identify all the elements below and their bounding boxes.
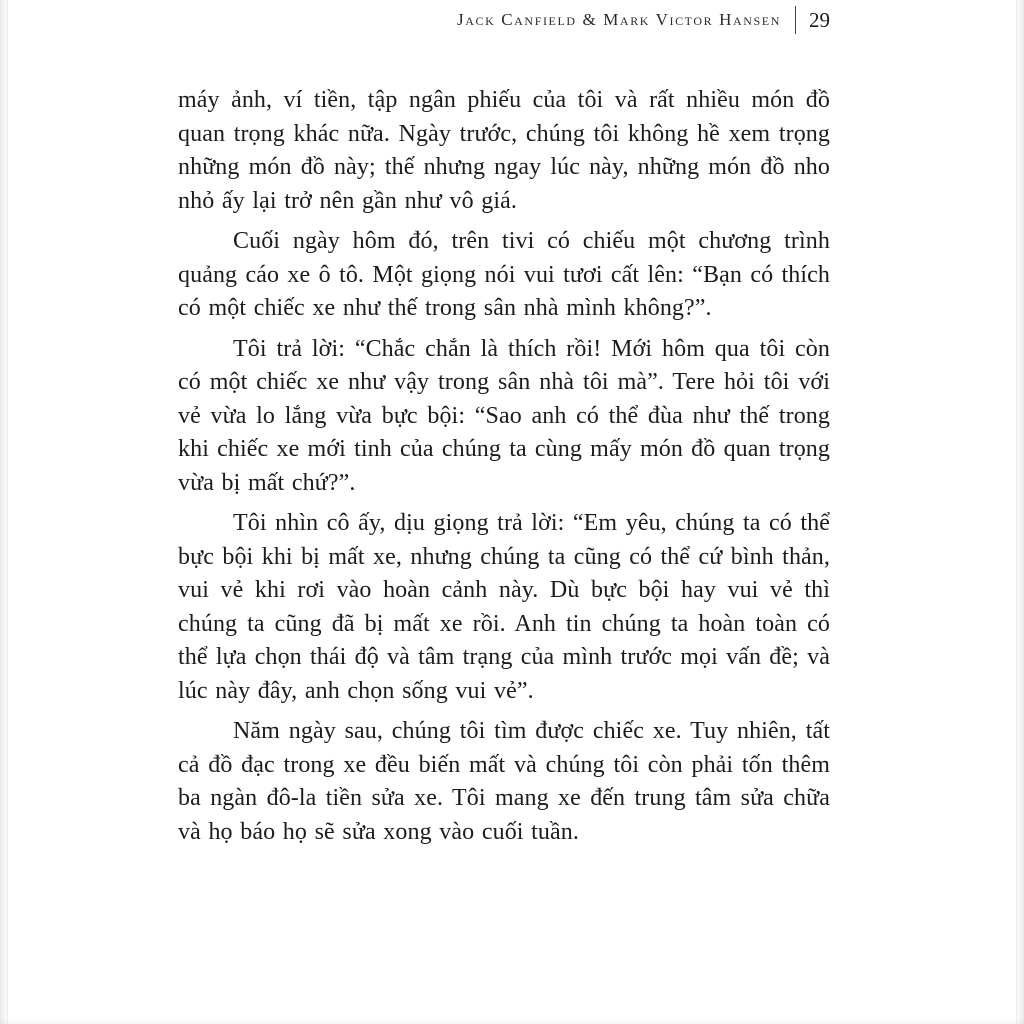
page-body [178,84,830,856]
paragraph: máy ảnh, ví tiền, tập ngân phiếu của tôi và rất nhiều món đồ quan trọng khác nữa. Ngày trước, chúng tôi không hề xem trọng những món đồ này; thế nhưng ngay lúc này, những món đồ nho nhỏ ấy lại trở nên gần như vô giá. [178,87,830,214]
header-divider [795,6,796,34]
page-header [457,6,830,34]
paragraph: Cuối ngày hôm đó, trên tivi có chiếu một chương trình quảng cáo xe ô tô. Một giọng nói vui tươi cất lên: “Bạn có thích có một chiếc xe như thế trong sân nhà mình không?”. [178,228,830,321]
page-number: 29 [809,7,830,32]
paragraph: Tôi trả lời: “Chắc chắn là thích rồi! Mới hôm qua tôi còn có một chiếc xe như vậy trong sân nhà tôi mà”. Tere hỏi tôi với vẻ vừa lo lắng vừa bực bội: “Sao anh có thể đùa như thế trong khi chiếc xe mới tinh của chúng ta cùng mấy món đồ quan trọng vừa bị mất chứ?”. [178,335,830,496]
paragraph: Năm ngày sau, chúng tôi tìm được chiếc xe. Tuy nhiên, tất cả đồ đạc trong xe đều biến mất và chúng tôi còn phải tốn thêm ba ngàn đô-la tiền sửa xe. Tôi mang xe đến trung tâm sửa chữa và họ báo họ sẽ sửa xong vào cuối tuần. [178,718,830,845]
paragraph: Tôi nhìn cô ấy, dịu giọng trả lời: “Em yêu, chúng ta có thể bực bội khi bị mất xe, nhưng chúng ta cũng có thể cứ bình thản, vui vẻ khi rơi vào hoàn cảnh này. Dù bực bội hay vui vẻ thì chúng ta cũng đã bị mất xe rồi. Anh tin chúng ta hoàn toàn có thể lựa chọn thái độ và tâm trạng của mình trước mọi vấn đề; và lúc này đây, anh chọn sống vui vẻ”. [178,510,830,704]
running-head-authors: Jack Canfield & Mark Victor Hansen [457,10,781,29]
